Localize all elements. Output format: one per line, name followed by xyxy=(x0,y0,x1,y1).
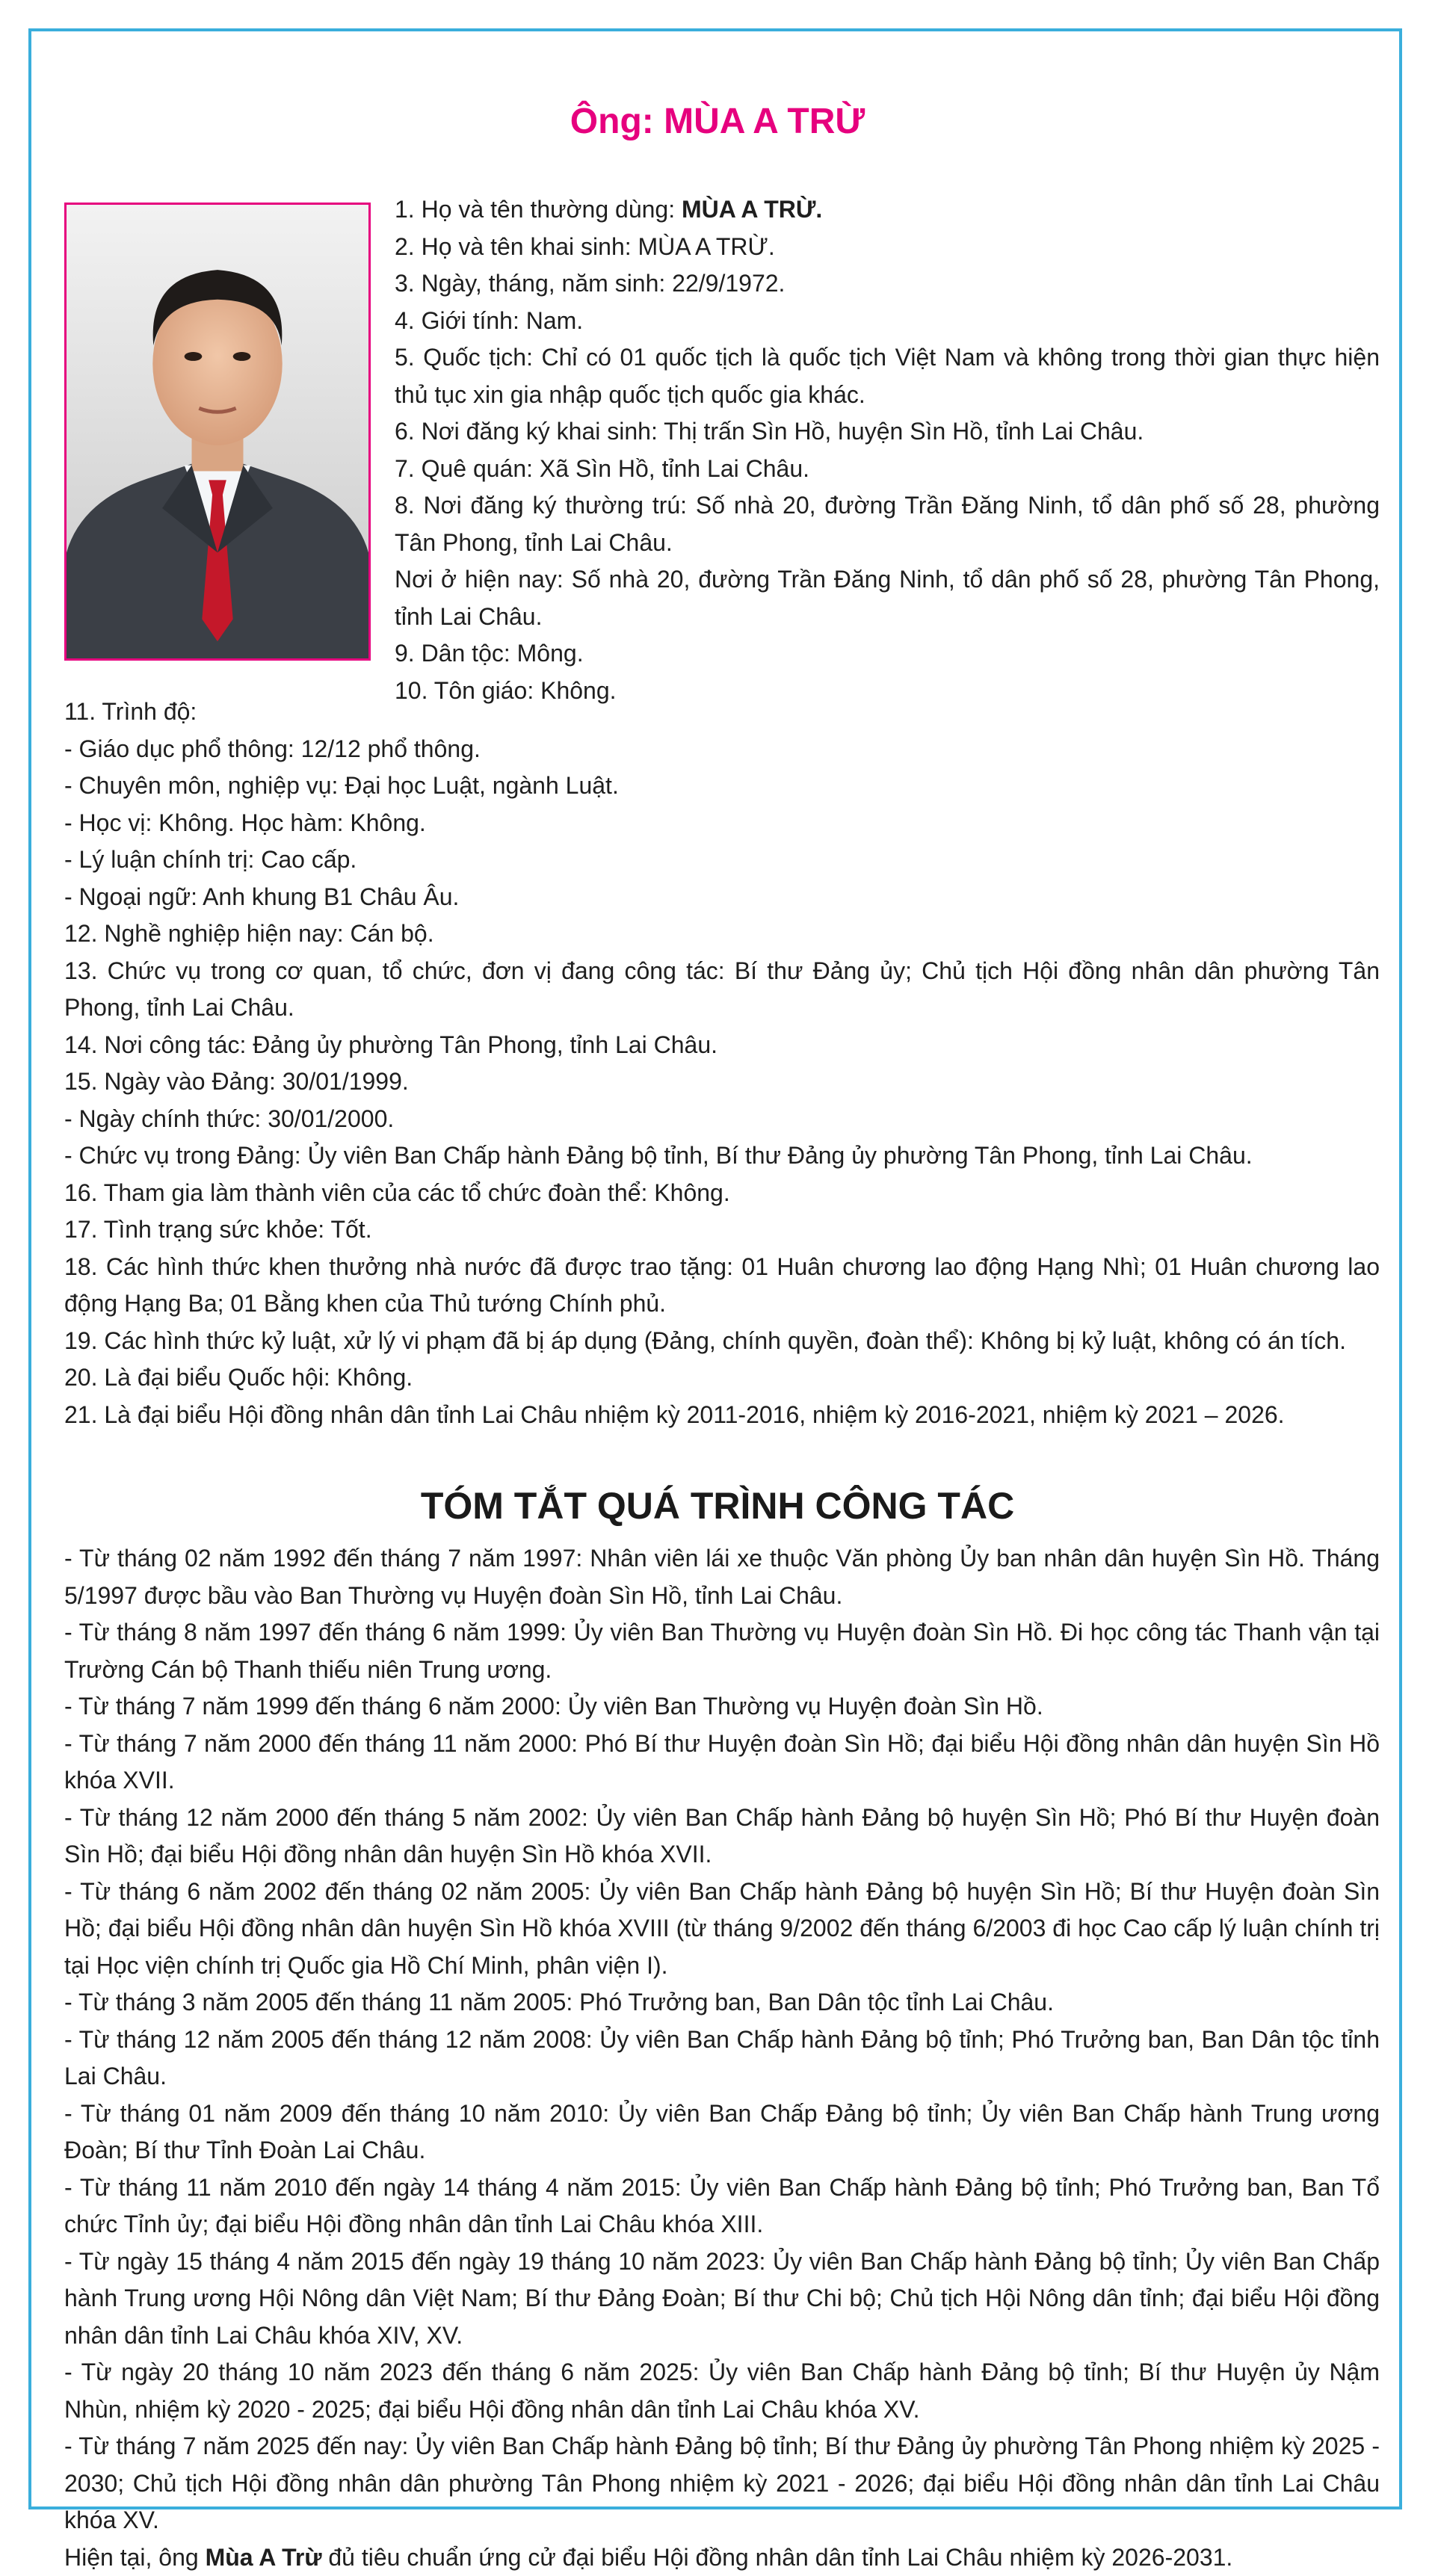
info-line-8: 8. Nơi đăng ký thường trú: Số nhà 20, đường Trần Đăng Ninh, tổ dân phố số 28, phường Tân Phong, tỉnh Lai Châu. xyxy=(395,487,1380,561)
detail-line: 18. Các hình thức khen thưởng nhà nước đã được trao tặng: 01 Huân chương lao động Hạng Nhì; 01 Huân chương lao động Hạng Ba; 01 Bằng khen của Thủ tướng Chính phủ. xyxy=(64,1249,1380,1323)
info-line-6: 6. Nơi đăng ký khai sinh: Thị trấn Sìn Hồ, huyện Sìn Hồ, tỉnh Lai Châu. xyxy=(395,413,1380,451)
info-line-10: 10. Tôn giáo: Không. xyxy=(395,673,1380,710)
info-line-4: 4. Giới tính: Nam. xyxy=(395,303,1380,340)
section-title: TÓM TẮT QUÁ TRÌNH CÔNG TÁC xyxy=(0,1483,1435,1528)
personal-info-column xyxy=(395,191,1380,709)
info-line-1-label: 1. Họ và tên thường dùng: xyxy=(395,196,682,223)
detail-line: 15. Ngày vào Đảng: 30/01/1999. xyxy=(64,1063,1380,1101)
career-entry: - Từ tháng 6 năm 2002 đến tháng 02 năm 2005: Ủy viên Ban Chấp hành Đảng bộ huyện Sìn Hồ; Bí thư Huyện đoàn Sìn Hồ; đại biểu Hội đồng nhân dân huyện Sìn Hồ khóa XVIII (từ tháng 9/2002 đến tháng 6/2003 đi học Cao cấp lý luận chính trị tại Học viện chính trị Quốc gia Hồ Chí Minh, phân viện I). xyxy=(64,1874,1380,1985)
closing-prefix: Hiện tại, ông xyxy=(64,2544,206,2571)
closing-suffix: đủ tiêu chuẩn ứng cử đại biểu Hội đồng nhân dân tỉnh Lai Châu nhiệm kỳ 2026-2031. xyxy=(321,2544,1232,2571)
career-entry: - Từ ngày 15 tháng 4 năm 2015 đến ngày 19 tháng 10 năm 2023: Ủy viên Ban Chấp hành Đảng bộ tỉnh; Ủy viên Ban Chấp hành Trung ương Hội Nông dân Việt Nam; Bí thư Đảng Đoàn; Bí thư Chi bộ; Chủ tịch Hội Nông dân tỉnh; đại biểu Hội đồng nhân dân tỉnh Lai Châu khóa XIV, XV. xyxy=(64,2243,1380,2355)
career-entry: - Từ tháng 7 năm 1999 đến tháng 6 năm 2000: Ủy viên Ban Thường vụ Huyện đoàn Sìn Hồ. xyxy=(64,1688,1380,1726)
career-entry: - Từ tháng 12 năm 2000 đến tháng 5 năm 2002: Ủy viên Ban Chấp hành Đảng bộ huyện Sìn Hồ; Phó Bí thư Huyện đoàn Sìn Hồ; đại biểu Hội đồng nhân dân huyện Sìn Hồ khóa XVII. xyxy=(64,1800,1380,1874)
detail-line: 21. Là đại biểu Hội đồng nhân dân tỉnh Lai Châu nhiệm kỳ 2011-2016, nhiệm kỳ 2016-2021, nhiệm kỳ 2021 – 2026. xyxy=(64,1397,1380,1434)
details-section xyxy=(64,694,1380,1433)
detail-line: 19. Các hình thức kỷ luật, xử lý vi phạm đã bị áp dụng (Đảng, chính quyền, đoàn thể): Không bị kỷ luật, không có án tích. xyxy=(64,1323,1380,1360)
page-title: Ông: MÙA A TRỪ xyxy=(0,99,1435,144)
info-line-5: 5. Quốc tịch: Chỉ có 01 quốc tịch là quốc tịch Việt Nam và không trong thời gian thực hiện thủ tục xin gia nhập quốc tịch quốc gia khác. xyxy=(395,339,1380,413)
detail-line: - Chuyên môn, nghiệp vụ: Đại học Luật, ngành Luật. xyxy=(64,767,1380,805)
detail-line: - Ngoại ngữ: Anh khung B1 Châu Âu. xyxy=(64,879,1380,916)
career-entry: - Từ tháng 7 năm 2000 đến tháng 11 năm 2000: Phó Bí thư Huyện đoàn Sìn Hồ; đại biểu Hội đồng nhân dân huyện Sìn Hồ khóa XVII. xyxy=(64,1726,1380,1800)
career-entry: - Từ ngày 20 tháng 10 năm 2023 đến tháng 6 năm 2025: Ủy viên Ban Chấp hành Đảng bộ tỉnh; Bí thư Huyện ủy Nậm Nhùn, nhiệm kỳ 2020 - 2025; đại biểu Hội đồng nhân dân tỉnh Lai Châu khóa XV. xyxy=(64,2354,1380,2428)
career-entry: - Từ tháng 11 năm 2010 đến ngày 14 tháng 4 năm 2015: Ủy viên Ban Chấp hành Đảng bộ tỉnh; Phó Trưởng ban, Ban Tổ chức Tỉnh ủy; đại biểu Hội đồng nhân dân tỉnh Lai Châu khóa XIII. xyxy=(64,2169,1380,2243)
career-summary xyxy=(64,1540,1380,2576)
info-line-9: 9. Dân tộc: Mông. xyxy=(395,635,1380,673)
closing-statement xyxy=(64,2539,1380,2576)
detail-line: 20. Là đại biểu Quốc hội: Không. xyxy=(64,1359,1380,1397)
detail-line: 17. Tình trạng sức khỏe: Tốt. xyxy=(64,1211,1380,1249)
common-name: MÙA A TRỪ. xyxy=(682,196,822,223)
info-line-7: 7. Quê quán: Xã Sìn Hồ, tỉnh Lai Châu. xyxy=(395,451,1380,488)
closing-name: Mùa A Trừ xyxy=(206,2544,322,2571)
detail-line: 14. Nơi công tác: Đảng ủy phường Tân Phong, tỉnh Lai Châu. xyxy=(64,1027,1380,1064)
detail-line: - Giáo dục phổ thông: 12/12 phổ thông. xyxy=(64,731,1380,768)
detail-line: - Chức vụ trong Đảng: Ủy viên Ban Chấp hành Đảng bộ tỉnh, Bí thư Đảng ủy phường Tân Phong, tỉnh Lai Châu. xyxy=(64,1137,1380,1175)
career-entry: - Từ tháng 12 năm 2005 đến tháng 12 năm 2008: Ủy viên Ban Chấp hành Đảng bộ tỉnh; Phó Trưởng ban, Ban Dân tộc tỉnh Lai Châu. xyxy=(64,2021,1380,2095)
detail-line: 16. Tham gia làm thành viên của các tổ chức đoàn thể: Không. xyxy=(64,1175,1380,1212)
career-entry: - Từ tháng 7 năm 2025 đến nay: Ủy viên Ban Chấp hành Đảng bộ tỉnh; Bí thư Đảng ủy phường Tân Phong nhiệm kỳ 2025 - 2030; Chủ tịch Hội đồng nhân dân phường Tân Phong nhiệm kỳ 2021 - 2026; đại biểu Hội đồng nhân dân tỉnh Lai Châu khóa XV. xyxy=(64,2428,1380,2539)
info-line-1 xyxy=(395,191,1380,229)
detail-line: - Học vị: Không. Học hàm: Không. xyxy=(64,805,1380,842)
career-entry: - Từ tháng 02 năm 1992 đến tháng 7 năm 1997: Nhân viên lái xe thuộc Văn phòng Ủy ban nhân dân huyện Sìn Hồ. Tháng 5/1997 được bầu vào Ban Thường vụ Huyện đoàn Sìn Hồ, tỉnh Lai Châu. xyxy=(64,1540,1380,1614)
portrait-photo-icon xyxy=(67,205,368,658)
detail-line: 11. Trình độ: xyxy=(64,694,1380,731)
info-line-2: 2. Họ và tên khai sinh: MÙA A TRỪ. xyxy=(395,229,1380,266)
detail-line: 13. Chức vụ trong cơ quan, tổ chức, đơn vị đang công tác: Bí thư Đảng ủy; Chủ tịch Hội đồng nhân dân phường Tân Phong, tỉnh Lai Châu. xyxy=(64,953,1380,1027)
info-line-3: 3. Ngày, tháng, năm sinh: 22/9/1972. xyxy=(395,265,1380,303)
career-entry: - Từ tháng 8 năm 1997 đến tháng 6 năm 1999: Ủy viên Ban Thường vụ Huyện đoàn Sìn Hồ. Đi học công tác Thanh vận tại Trường Cán bộ Thanh thiếu niên Trung ương. xyxy=(64,1614,1380,1688)
career-entry: - Từ tháng 01 năm 2009 đến tháng 10 năm 2010: Ủy viên Ban Chấp Đảng bộ tỉnh; Ủy viên Ban Chấp hành Trung ương Đoàn; Bí thư Tỉnh Đoàn Lai Châu. xyxy=(64,2095,1380,2169)
detail-line: - Ngày chính thức: 30/01/2000. xyxy=(64,1101,1380,1138)
info-line-8b: Nơi ở hiện nay: Số nhà 20, đường Trần Đăng Ninh, tổ dân phố số 28, phường Tân Phong, tỉnh Lai Châu. xyxy=(395,561,1380,635)
detail-line: 12. Nghề nghiệp hiện nay: Cán bộ. xyxy=(64,915,1380,953)
portrait-photo xyxy=(64,203,371,661)
detail-line: - Lý luận chính trị: Cao cấp. xyxy=(64,841,1380,879)
career-entry: - Từ tháng 3 năm 2005 đến tháng 11 năm 2005: Phó Trưởng ban, Ban Dân tộc tỉnh Lai Châu. xyxy=(64,1984,1380,2021)
